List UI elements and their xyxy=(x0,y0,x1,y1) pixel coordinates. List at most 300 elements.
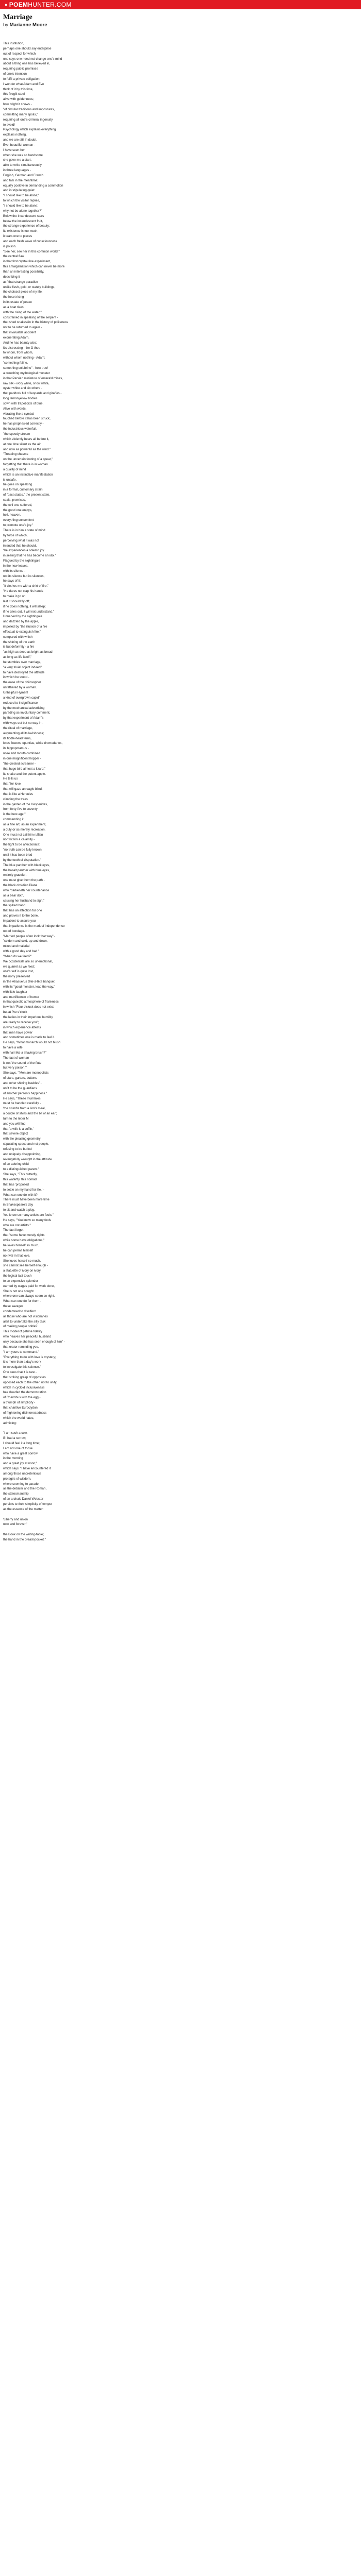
poem-line: that has an affection for one xyxy=(3,909,42,913)
poem-line: in the garden of the Hesperides, xyxy=(3,802,48,806)
poem-line: unfit to be the guardians xyxy=(3,1086,37,1090)
byline xyxy=(3,22,354,28)
poem-line: to have destroyed the attitude xyxy=(3,670,45,674)
poem-line: in that first crystal-fine experiment, xyxy=(3,260,51,264)
poem-line: seals, promises, xyxy=(3,498,26,502)
poem-line: something colubrine" - how true! xyxy=(3,366,48,370)
poem-line: is poison. xyxy=(3,244,17,248)
poem-line: which is an instinctive manifestation xyxy=(3,472,53,477)
poem-line: on the uncertain footing of a spear," xyxy=(3,457,53,462)
poem-line: nose and mouth combined xyxy=(3,752,40,756)
poem-line: from forty-five to seventy xyxy=(3,807,38,811)
poem-line: effectual to extinguish fire," xyxy=(3,630,41,634)
poem-line: as long as life itself," xyxy=(3,655,32,659)
poem-line: of Columbus with the egg - xyxy=(3,1396,41,1400)
poem-line: Psychology which explains everything xyxy=(3,128,56,132)
poem-line: of an archaic Daniel Webster xyxy=(3,1497,44,1501)
poem-line: in the new leaves, xyxy=(3,564,28,568)
poem-line: that has 'proposed xyxy=(3,1182,29,1187)
poem-line: the ladies in their imperious humility xyxy=(3,1015,53,1019)
poem-line: refusing to be buried xyxy=(3,1147,32,1151)
poem-line: but at five o'clock xyxy=(3,1010,27,1014)
poem-line: forgetting that there is in woman xyxy=(3,463,48,467)
poem-line: to an expensive splendor xyxy=(3,1279,38,1283)
poem-line: "I am such a cow, xyxy=(3,1431,28,1435)
poem-line xyxy=(3,1426,354,1431)
poem-line: I wonder what Adam and Eve xyxy=(3,82,44,86)
poem-line: which violently bears all before it, xyxy=(3,437,50,441)
poem-line: of another person's happiness." xyxy=(3,1091,47,1095)
poem-line: that orator reminding you, xyxy=(3,1345,39,1349)
byline-prefix: by xyxy=(3,22,9,28)
poem-line: the heart rising xyxy=(3,295,24,299)
poem-line: the ease of the philosopher xyxy=(3,681,41,685)
poem-line: all those who are not visionaries xyxy=(3,1314,48,1318)
poem-line: and now as powerful as the wind." xyxy=(3,447,51,451)
poem-line: She says, "This butterfly, xyxy=(3,1173,38,1177)
poem-line: hell, heaven, xyxy=(3,513,21,517)
poem-line: with a good day and bad." xyxy=(3,950,40,954)
poem-line: a quality of mind xyxy=(3,467,26,471)
poem-line: not its silence but its silences, xyxy=(3,574,45,578)
poem-line: turn to the letter M xyxy=(3,1116,29,1121)
poem-line: This institution, xyxy=(3,42,24,45)
poem-line: without whom nothing - Adam; xyxy=(3,356,45,360)
poem-line: and a great joy at noon;" xyxy=(3,1462,38,1466)
poem-line: English, German and French xyxy=(3,173,43,177)
poem-line: committing many spoils," xyxy=(3,112,38,116)
poem-line: "no truth can be fully known xyxy=(3,848,42,852)
poem-line: that "for love xyxy=(3,782,21,786)
poem-line: has dwarfed the demonstration xyxy=(3,1391,46,1395)
poem-line: that impatience is the mark of independence xyxy=(3,924,65,928)
poem-line: its snake and the potent apple. xyxy=(3,772,46,776)
poem-line: which in cycloid inclusiveness xyxy=(3,1385,45,1389)
poem-line: the Book on the writing-table; xyxy=(3,1533,44,1537)
poem-line: in 'the Ahasuerus tête-à-tête banquet' xyxy=(3,980,55,984)
poem-line: not of bondage. xyxy=(3,929,25,933)
poem-line: 'Liberty and union xyxy=(3,1517,28,1521)
poem-line: exonerating Adam. xyxy=(3,335,29,340)
poem-line: is unsafe, xyxy=(3,478,17,482)
poem-line: with hair like a shaving brush?" xyxy=(3,1050,46,1055)
poem-line: constrained in speaking of the serpent - xyxy=(3,315,58,319)
poem-line: the hand in the breast-pocket." xyxy=(3,1537,46,1541)
poem-line: only because she has seen enough of him" - xyxy=(3,1340,65,1344)
poem-line: "Treading chasms xyxy=(3,452,28,456)
poem-line: while some have obligations," xyxy=(3,1239,45,1243)
poem-line: he says of it: xyxy=(3,579,21,583)
site-header-bar xyxy=(0,0,361,9)
poem-line: that paddock full of leopards and giraffes - xyxy=(3,392,62,396)
poem-line: "he experiences a solemn joy xyxy=(3,549,44,553)
poem-line: the strange experience of beauty; xyxy=(3,224,50,228)
poem-line: stipulating space and not people, xyxy=(3,1142,50,1146)
poem-line: which says: "I have encountered it xyxy=(3,1467,51,1471)
poem-line: of stars, garters, buttons xyxy=(3,1076,37,1080)
poem-line: where seeming to parade xyxy=(3,1482,39,1486)
poem-line: a couple of shins and the bit of an ear'; xyxy=(3,1112,57,1116)
poem-line: in which "Four o'clock does not exist xyxy=(3,1005,54,1009)
poem-line: alive with goldenness; xyxy=(3,97,34,101)
poem-line: intended that he should, xyxy=(3,544,37,548)
poem-line: climbing the trees xyxy=(3,797,28,801)
poem-line: And he has beauty also; xyxy=(3,341,37,345)
poem-line: There is in him a state of mind xyxy=(3,529,45,532)
poem-line: this amalgamation which can never be more xyxy=(3,265,65,269)
poem-line: with its "good monster, lead the way," xyxy=(3,985,55,989)
poem-line: of one's intention xyxy=(3,72,27,76)
poem-line: able to write simultaneously xyxy=(3,163,42,167)
poem-line: One must not call him ruffian xyxy=(3,833,43,837)
poem-line: touched before it has been struck, xyxy=(3,417,51,421)
poem-line: "I am yours to command." xyxy=(3,1350,39,1354)
poem-line: causing her husband to sigh," xyxy=(3,899,45,903)
poem-line: in three languages - xyxy=(3,168,31,173)
poem-line: oyster white and six others - xyxy=(3,386,42,391)
poem-line: to avoid! xyxy=(3,123,15,127)
poem-title: Marriage xyxy=(3,13,32,21)
poem-line: by the tooth of disputation." xyxy=(3,858,41,862)
poem-line xyxy=(3,1512,354,1517)
poem-line: and uniquely disappointing, xyxy=(3,1152,41,1156)
poem-line: out of respect for which xyxy=(3,52,36,56)
poem-line: with its silence - xyxy=(3,569,26,573)
poem-line: requiring public promises xyxy=(3,67,38,71)
poem-line: the good one enjoys, xyxy=(3,508,32,512)
poem-line: "seldom and cold, up and down, xyxy=(3,939,48,943)
poem-line: with ways out but no way in - xyxy=(3,721,43,725)
poem-line: unfathered by a woman. xyxy=(3,686,37,690)
poem-line: I should feel it a long time; xyxy=(3,1441,40,1445)
poem-line: the choicest piece of my life: xyxy=(3,290,43,294)
poem-line: "Everything to do with love is mystery; xyxy=(3,1355,56,1359)
poem-line: who "leaves her peaceful husband xyxy=(3,1335,51,1339)
poem-line: as a boat rises xyxy=(3,305,24,309)
poem-line: to whom, from whom, xyxy=(3,351,34,355)
poem-line: She says, "'Men are monopolists xyxy=(3,1071,49,1075)
poem-line: unlike flesh, gold, or stately buildings, xyxy=(3,285,55,289)
poem-line: he loves himself so much, xyxy=(3,1243,40,1247)
poem-line: describing it xyxy=(3,275,20,279)
poem-line: He says, "These mummies xyxy=(3,1096,41,1100)
poem-line: compared with which xyxy=(3,635,32,639)
poem-line: it is more than a day's work xyxy=(3,1360,41,1364)
poem-line: are ready to receive you"; xyxy=(3,1020,39,1024)
poem-line: perhaps one should say enterprise xyxy=(3,46,52,50)
poem-line: of making people noble? xyxy=(3,1325,38,1329)
poem-line: that huge bird almost a lizard," xyxy=(3,767,46,771)
poem-line: "I should like to be alone;" xyxy=(3,194,40,198)
poem-line: in which he stood - xyxy=(3,675,29,680)
poem-line: how bright it shows - xyxy=(3,103,32,107)
poem-line: What can one do with it? xyxy=(3,1193,38,1197)
poem-line: raw silk - ivory white, snow white, xyxy=(3,381,50,385)
poem-line: You know so many artists are fools." xyxy=(3,1213,54,1217)
poem-line: if he cries out, it will not understand." xyxy=(3,609,55,614)
poem-line: in which experience attests xyxy=(3,1025,41,1029)
poem-line: the ritual of marriage, xyxy=(3,726,33,730)
poem-line: commending it xyxy=(3,818,24,822)
poem-line: to sit and watch a play. xyxy=(3,1208,35,1212)
poem-line: he stumbles over marriage, xyxy=(3,660,41,664)
poem-line: and dazzled by the apple, xyxy=(3,620,39,624)
poem-line: in a formal, customary strain xyxy=(3,488,43,492)
poem-line: when she was so handsome xyxy=(3,153,43,157)
poem-line: a kind of overgrown cupid" xyxy=(3,696,40,700)
poem-line: augmenting all its lavishness; xyxy=(3,731,44,735)
poem-line: this waterfly, this nomad xyxy=(3,1178,37,1181)
poem-line: impatient to assure you xyxy=(3,919,36,923)
poem-line: requiring all one's criminal ingenuity xyxy=(3,117,53,122)
poem-line: Eve: beautiful woman - xyxy=(3,143,35,147)
poem-line: but very poison.'" xyxy=(3,1066,27,1070)
poem-line: is the best age," xyxy=(3,812,26,817)
poem-line: we quarrel as we feed; xyxy=(3,964,35,969)
poem-line: the logical last touch xyxy=(3,1274,32,1278)
poem-line: in one magnificent hopper - xyxy=(3,756,41,760)
poem-line: protegés of wisdom, xyxy=(3,1477,31,1481)
poem-line: mixed and malarial xyxy=(3,944,30,948)
poem-line: She is not one sought xyxy=(3,1289,34,1293)
poem-line: in Shakespeare's day xyxy=(3,1203,34,1207)
poem-line: to promote one's joy." xyxy=(3,523,34,528)
poem-line: than an interesting possibility, xyxy=(3,269,44,274)
poem-line: as "that strange paradise xyxy=(3,280,38,284)
poem-line: The fact forgot xyxy=(3,1228,24,1232)
poem-line: "the speedy stream xyxy=(3,432,30,436)
poem-line: This model of petrine fidelity xyxy=(3,1330,42,1334)
poem-line: reduced to insignificance xyxy=(3,701,38,705)
author-link[interactable]: Marianne Moore xyxy=(9,22,47,28)
poem-line: one must give them the path - xyxy=(3,878,45,883)
poem-line: that invaluable accident xyxy=(3,331,36,335)
poem-line: not to be returned to again - xyxy=(3,326,42,330)
poem-line: the irony preserved xyxy=(3,975,30,979)
poem-line: one's self is quite lost, xyxy=(3,970,34,974)
poem-line: he can permit himself xyxy=(3,1248,33,1252)
poem-line: think of it by this time, xyxy=(3,87,34,91)
poem-line: to which the visitor replies, xyxy=(3,199,40,203)
poem-line: "See her, see her in this common world," xyxy=(3,249,60,253)
poem-line: explains nothing, xyxy=(3,133,27,137)
poem-line: in its estate of peace xyxy=(3,300,32,304)
poem-line: the evil one suffered, xyxy=(3,503,32,507)
poem-line: "as high as deep as bright as broad xyxy=(3,650,53,654)
poem-line: the industrious waterfall, xyxy=(3,427,37,431)
poem-line: and munificence of humor xyxy=(3,995,40,999)
poem-line: impelled by "the illusion of a fire xyxy=(3,625,47,629)
poem-line: with little laughter xyxy=(3,990,28,994)
poem-line: that "some have merely rights xyxy=(3,1233,45,1238)
poem-line: why not be alone together?" xyxy=(3,209,42,213)
poem-line: as a bear doth, xyxy=(3,893,24,897)
poem-line: is but deformity - a fire xyxy=(3,645,35,649)
poem-line: a triumph of simplicity - xyxy=(3,1401,36,1405)
poem-line: that will gaze an eagle blind, xyxy=(3,787,43,791)
poem-line: the spiked hand xyxy=(3,904,26,908)
poem-line: if he does nothing, it will sleep; xyxy=(3,604,46,608)
poem-line: with the rising of the water;" xyxy=(3,310,42,314)
poem-line: who are not artists." xyxy=(3,1223,31,1227)
poem-line: that is like a Hercules xyxy=(3,792,33,796)
poemhunter-logo-icon: ● xyxy=(5,2,8,7)
poem-line: 'the crumbs from a lion's meal, xyxy=(3,1107,46,1111)
poem-line: its hippopotamus - xyxy=(3,747,29,751)
poem-line: Unhelpful Hymen! xyxy=(3,691,28,694)
poem-line: she cannot see herself enough - xyxy=(3,1264,48,1268)
poem-line: to have a wife xyxy=(3,1046,23,1050)
poem-line: no rival in that love. xyxy=(3,1253,30,1258)
poem-line: What can one do for them - xyxy=(3,1299,41,1303)
poem-line: he goes on speaking xyxy=(3,483,32,487)
poem-line: vibrating like a cymbal xyxy=(3,412,34,416)
poem-line: in seeing that he has become an idol." xyxy=(3,554,57,558)
poem-line: She loves herself so much, xyxy=(3,1259,41,1263)
poem-line: that severe object xyxy=(3,1132,28,1136)
poem-line: lest it should fly off; xyxy=(3,599,30,603)
poem-line: is not 'the sound of the flute xyxy=(3,1061,42,1065)
poem-line: he has prophesied correctly - xyxy=(3,422,44,426)
poem-line: and sometimes one is made to feel it. xyxy=(3,1036,55,1040)
site-logo[interactable] xyxy=(5,1,72,8)
poem-line: the fight to be affectionate: xyxy=(3,843,40,847)
poem-line: its fiddle-head ferns, xyxy=(3,736,31,740)
poem-line: and we are still in doubt. xyxy=(3,138,37,142)
poem-line: in that Persian miniature of emerald mines, xyxy=(3,376,63,380)
poem-line: entirely graceful - xyxy=(3,873,27,877)
poem-line: that men have power xyxy=(3,1030,32,1035)
poem-line: about a thing one has believed in, xyxy=(3,62,51,66)
poem-line: "When do we feed?" xyxy=(3,954,32,958)
poem-line: the central flaw xyxy=(3,255,24,259)
poem-line: these savages xyxy=(3,1304,24,1309)
poem-line: this firegilt steel xyxy=(3,92,25,96)
logo-text-light: HUNTER.COM xyxy=(28,1,72,8)
poem-line: that 'a wife is a coffin,' xyxy=(3,1127,34,1131)
poem-line: the black obsidian Diana xyxy=(3,884,38,888)
poem-line: to make it go on xyxy=(3,594,26,598)
poem-line: and talk in the meantime; xyxy=(3,178,39,182)
poem-line: to settle on my hand for life.' - xyxy=(3,1188,44,1192)
poem-line: one says one need not change one's mind xyxy=(3,57,62,61)
poem-line: in that quixotic atmosphere of frankness xyxy=(3,1000,59,1004)
poem-line: revengefully wrought in the attitude xyxy=(3,1157,52,1161)
poem-line: "Married people often look that way" - xyxy=(3,934,56,938)
poem-line: the statesmanship xyxy=(3,1492,29,1496)
poem-line: admitting: xyxy=(3,1421,17,1425)
poem-line: as the essence of the matter: xyxy=(3,1507,44,1511)
poem-line: nor friction a calamity - xyxy=(3,838,35,842)
poem-body xyxy=(3,41,354,1543)
poem-line: she gave me a start, xyxy=(3,158,32,162)
poem-line: "I should like to be alone; xyxy=(3,204,38,208)
poem-line: below the incandescent fruit, xyxy=(3,219,43,223)
poem-line: a statuette of ivory on ivory, xyxy=(3,1269,42,1273)
poem-line: Plagued by the nightingale xyxy=(3,559,40,563)
poem-line: "a very trivial object indeed" xyxy=(3,665,42,669)
poem-line: The blue panther with black eyes, xyxy=(3,863,50,867)
poem-line: by that experiment of Adam's xyxy=(3,716,44,720)
poem-line: which the world hates, xyxy=(3,1416,35,1420)
poem-line: until it has been tried xyxy=(3,853,32,857)
poem-line: the shining of the earth xyxy=(3,640,35,644)
poem-line: One sees that it is rare - xyxy=(3,1370,37,1375)
poem-line: a duty or as merely recreation. xyxy=(3,827,46,832)
poem-line: perceiving what it was not xyxy=(3,538,39,543)
poem-line: now and forever;' xyxy=(3,1522,27,1527)
poem-line: and other shining baubles' - xyxy=(3,1081,42,1085)
poem-line: opposed each to the other, not to unity, xyxy=(3,1380,57,1384)
poem-line: I am not one of those xyxy=(3,1446,33,1450)
poem-line: long lemonyellow bodies xyxy=(3,397,38,401)
poem-line: to fulfil a private obligation: xyxy=(3,77,41,81)
poem-line: a crouching mythological monster xyxy=(3,371,50,375)
poem-line: The fact of woman xyxy=(3,1056,29,1060)
poem-line: and you will find xyxy=(3,1122,26,1126)
poem-line: with the pleasing geometry xyxy=(3,1137,41,1141)
poem-line: "the crested screamer - xyxy=(3,761,36,766)
poem-line xyxy=(3,1527,354,1532)
poem-line: He says, "You know so many fools xyxy=(3,1218,52,1222)
poem-line: of "past states," the present state, xyxy=(3,493,51,497)
poem-line: Alive with words, xyxy=(3,406,27,411)
logo-text-bold: POEM xyxy=(9,1,28,8)
poem-line: its existence is too much; xyxy=(3,229,39,233)
poem-line: "He dares not clap his hands xyxy=(3,589,43,594)
poem-line: at one time silent as the air xyxy=(3,442,41,446)
poem-line: among those unpretentious xyxy=(3,1471,41,1476)
poem-line: Unnerved by the nightingale xyxy=(3,615,42,619)
poem-line: by force of which, xyxy=(3,533,28,537)
poem-line: I have seen her xyxy=(3,148,25,152)
poem-line: in the morning xyxy=(3,1456,23,1461)
poem-line: and each fresh wave of consciousness xyxy=(3,239,57,243)
poem-line: Below the incandescent stars xyxy=(3,214,44,218)
poem-header xyxy=(3,13,354,28)
poem-line: and proves it to the bone, xyxy=(3,914,39,918)
poem-line: it's distressing - the O thou xyxy=(3,346,40,350)
poem-line: who "darkeneth her countenance xyxy=(3,888,50,892)
poem-line: There must have been more time xyxy=(3,1198,50,1202)
poem-line: that shed snakeskin in the history of politeness xyxy=(3,320,69,325)
poem-line: as the debater and the Roman, xyxy=(3,1487,47,1491)
poem-line: of frightening disinterestedness xyxy=(3,1411,47,1415)
poem-line: alert to undertake the silly task xyxy=(3,1319,46,1324)
poem-line: sown with trapezoids of blue. xyxy=(3,401,44,405)
poem-line: "something feline, xyxy=(3,361,28,365)
poem-line: parading as involuntary comment, xyxy=(3,711,51,715)
poem-line: He tells us xyxy=(3,777,18,781)
poem-line: must be handled carefully - xyxy=(3,1101,41,1106)
poem-line: where one can always seem so right. xyxy=(3,1294,55,1298)
poem-line: "of circular traditions and impostures, xyxy=(3,107,55,111)
poem-line: "It clothes me with a shirt of fire." xyxy=(3,584,49,588)
poem-line: who have a great sorrow xyxy=(3,1451,38,1455)
poem-line: equally positive in demanding a commotion xyxy=(3,183,63,188)
poem-line: earned by wages paid for work done, xyxy=(3,1284,55,1288)
poem-line: if I had a sorrow, xyxy=(3,1436,26,1440)
poem-line: everything convenient xyxy=(3,518,34,522)
poem-line: to investigate this science." xyxy=(3,1365,41,1369)
poem-line: We occidentals are so unemotional, xyxy=(3,959,53,963)
poem-line: as a fine art, as an experiment, xyxy=(3,822,46,826)
poem-line: to a distinguished parent." xyxy=(3,1167,40,1172)
poem-line: persists to their simplicity of temper xyxy=(3,1502,53,1506)
poem-line: and in stipulating quiet: xyxy=(3,189,36,193)
poem-line: the basalt panther with blue eyes, xyxy=(3,868,50,872)
poem-line: of an adoring child xyxy=(3,1162,29,1166)
